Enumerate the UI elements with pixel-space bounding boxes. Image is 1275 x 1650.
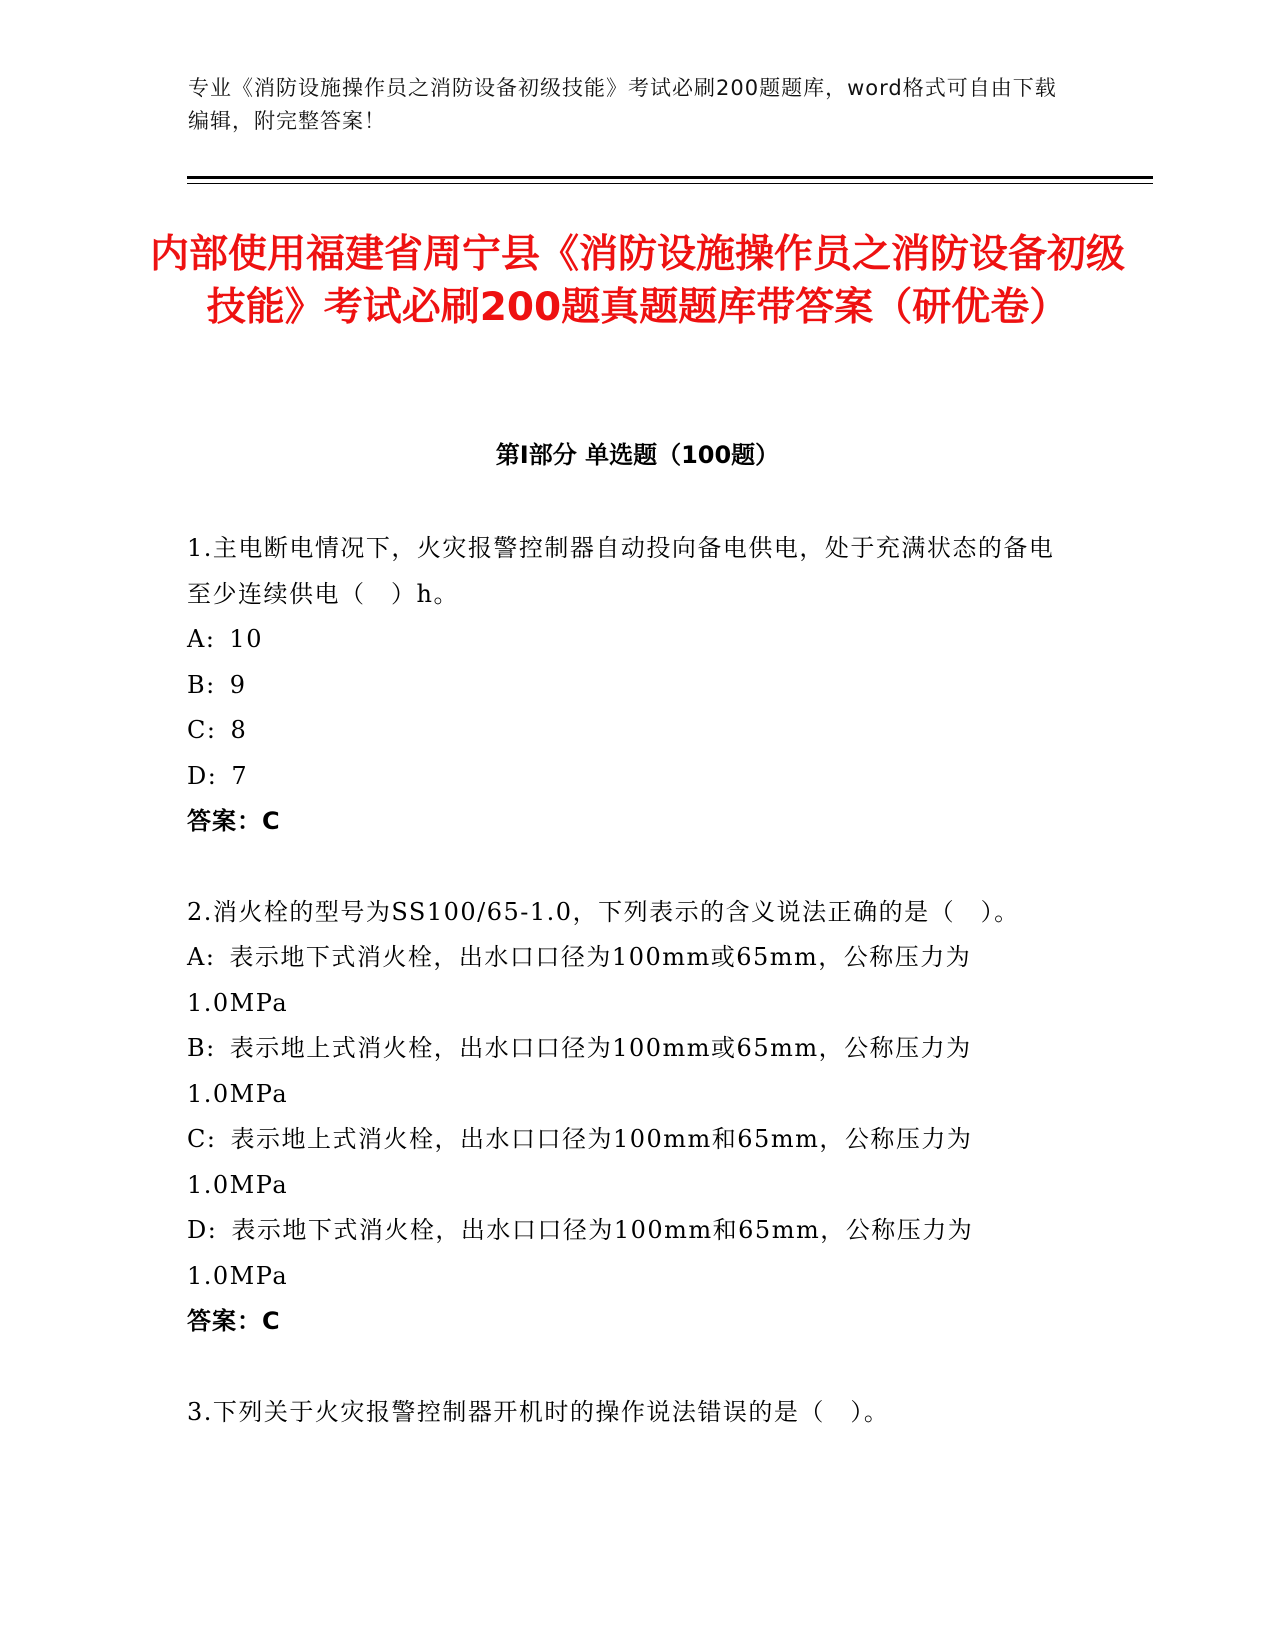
question-stem: 2.消火栓的型号为SS100/65-1.0，下列表示的含义说法正确的是（ ）。 <box>187 897 1020 926</box>
header-divider-thin <box>187 183 1153 184</box>
answer: 答案：C <box>187 807 281 835</box>
option-letter: B: <box>187 1034 216 1062</box>
question-2 <box>187 890 1067 1345</box>
section-title: 第Ⅰ部分 单选题（100题） <box>495 441 780 469</box>
option-text: 表示地下式消火栓，出水口口径为100mm和65mm，公称压力为1.0MPa <box>187 1216 974 1290</box>
option-text: 表示地上式消火栓，出水口口径为100mm和65mm，公称压力为1.0MPa <box>187 1125 973 1199</box>
option-text: 8 <box>230 716 248 744</box>
option-text: 表示地下式消火栓，出水口口径为100mm或65mm，公称压力为1.0MPa <box>187 943 972 1017</box>
option-text: 10 <box>229 625 263 653</box>
option-letter: A: <box>187 943 216 971</box>
question-stem: 1.主电断电情况下，火灾报警控制器自动投向备电供电，处于充满状态的备电至少连续供电（ ）h。 <box>187 534 1055 608</box>
option-b <box>187 1026 1067 1117</box>
option-letter: C: <box>187 716 217 744</box>
option-a <box>187 935 1067 1026</box>
option-d <box>187 754 1067 800</box>
option-text: 7 <box>231 761 249 790</box>
option-letter: D: <box>187 1216 218 1244</box>
option-b <box>187 663 1067 709</box>
option-letter: C: <box>187 1125 217 1153</box>
question-list <box>187 526 1067 1480</box>
question-1 <box>187 526 1067 845</box>
option-c <box>187 708 1067 754</box>
option-text: 表示地上式消火栓，出水口口径为100mm或65mm，公称压力为1.0MPa <box>187 1034 972 1108</box>
option-d <box>187 1208 1067 1299</box>
question-3 <box>187 1390 1067 1436</box>
option-a <box>187 617 1067 663</box>
option-letter: D: <box>187 761 218 790</box>
option-c <box>187 1117 1067 1208</box>
option-text: 9 <box>229 670 247 699</box>
question-stem: 3.下列关于火灾报警控制器开机时的操作说法错误的是（ ）。 <box>187 1397 890 1426</box>
document-title: 内部使用福建省周宁县《消防设施操作员之消防设备初级技能》考试必刷200题真题题库带答案（研优卷） <box>150 232 1126 330</box>
option-letter: A: <box>187 625 216 653</box>
answer: 答案：C <box>187 1307 281 1335</box>
header-divider-thick <box>187 176 1153 179</box>
header-note: 专业《消防设施操作员之消防设备初级技能》考试必刷200题题库，word格式可自由下载编辑，附完整答案！ <box>188 76 1057 133</box>
option-letter: B: <box>187 670 216 699</box>
